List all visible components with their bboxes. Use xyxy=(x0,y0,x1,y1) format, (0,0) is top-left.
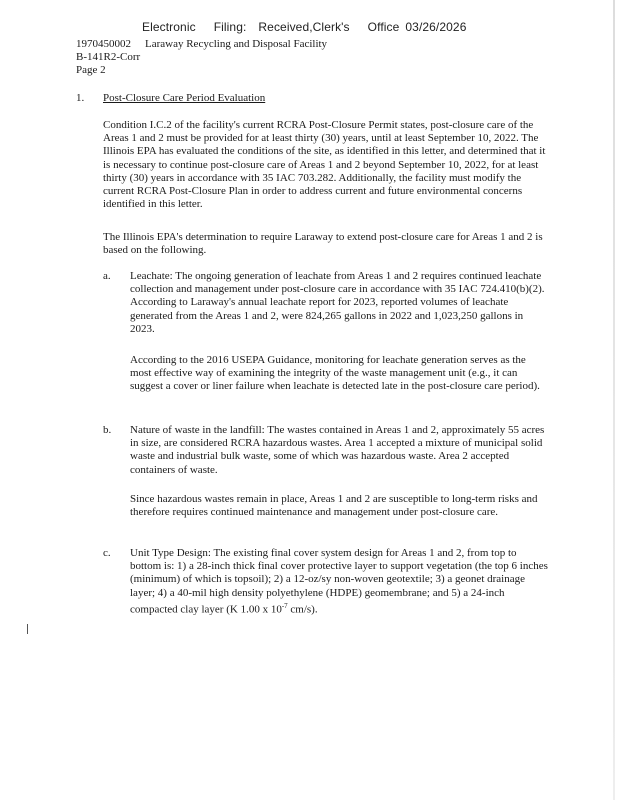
paragraph-determination: The Illinois EPA's determination to require Laraway to extend post-closure care for Areas 1 and 2 is based on the following. xyxy=(103,231,543,257)
list-text-c xyxy=(130,547,548,617)
stamp-received: Received,Clerk's xyxy=(258,20,350,34)
filing-stamp xyxy=(142,20,466,34)
section-heading xyxy=(76,92,265,104)
section-number: 1. xyxy=(76,92,85,104)
stamp-date: 03/26/2026 xyxy=(405,20,467,34)
scan-edge xyxy=(613,0,615,800)
list-text-b: Nature of waste in the landfill: The wastes contained in Areas 1 and 2, approximately 55 acres in size, are considered RCRA hazardous wastes. Area 1 accepted a mixture of municipal solid waste and industrial bulk waste, some of which was hazardous waste. Area 2 accepted containers of waste. xyxy=(130,424,545,476)
k-unit: cm/s). xyxy=(287,603,318,616)
paragraph-permit-condition: Condition I.C.2 of the facility's current RCRA Post-Closure Permit states, post-closure care of the Areas 1 and 2 must be provided for at least thirty (30) years, until at least September 10, 2022. The Illinois EPA has evaluated the conditions of the site, as identified in this letter, and determined that it is necessary to continue post-closure care of Areas 1 and 2 beyond September 10, 2022, for at least thirty (30) years in accordance with 35 IAC 703.282. Additionally, the facility must modify the current RCRA Post-Closure Plan in order to address current and future environmental concerns identified in this letter. xyxy=(103,119,546,211)
k-value: 1.00 x 10 xyxy=(240,603,282,616)
stamp-office: Office xyxy=(367,20,400,34)
header-facility: Laraway Recycling and Disposal Facility xyxy=(145,38,328,50)
header-ref: B-141R2-Corr xyxy=(76,51,141,63)
header-id: 1970450002 xyxy=(76,38,131,50)
header-page: Page 2 xyxy=(76,64,106,76)
list-label-b: b. xyxy=(103,424,112,436)
section-title: Post-Closure Care Period Evaluation xyxy=(103,92,266,104)
stamp-filing: Filing: xyxy=(213,20,247,34)
margin-mark xyxy=(27,624,28,634)
list-label-c: c. xyxy=(103,547,111,559)
list-subparagraph-a: According to the 2016 USEPA Guidance, monitoring for leachate generation serves as the most effective way of examining the integrity of the waste management unit (e.g., it can suggest a cover or liner failure when leachate is detected late in the post-closure care period). xyxy=(130,354,540,393)
list-label-a: a. xyxy=(103,270,111,282)
list-subparagraph-b: Since hazardous wastes remain in place, Areas 1 and 2 are susceptible to long-term risks and therefore requires continued maintenance and management under post-closure care. xyxy=(130,493,538,519)
k-exponent: -7 xyxy=(281,601,288,610)
list-text-c-main: Unit Type Design: The existing final cover system design for Areas 1 and 2, from top to bottom is: 1) a 28-inch thick final cover protective layer to support vegetation (the top 6 inches (minimum) of which is topsoil); 2) a 12-oz/sy non-woven geotextile; 3) a geonet drainage layer; 4) a 40-mil high density polyethylene (HDPE) geomembrane; and 5) a 24-inch compacted clay layer (K xyxy=(130,547,548,616)
list-text-a: Leachate: The ongoing generation of leachate from Areas 1 and 2 requires continued leachate collection and management under post-closure care in accordance with 35 IAC 724.410(b)(2). According to Laraway's annual leachate report for 2023, reported volumes of leachate generated from the Areas 1 and 2, were 824,265 gallons in 2022 and 1,023,250 gallons in 2023. xyxy=(130,270,545,335)
header-line-1 xyxy=(76,38,327,51)
stamp-electronic: Electronic xyxy=(142,20,196,34)
